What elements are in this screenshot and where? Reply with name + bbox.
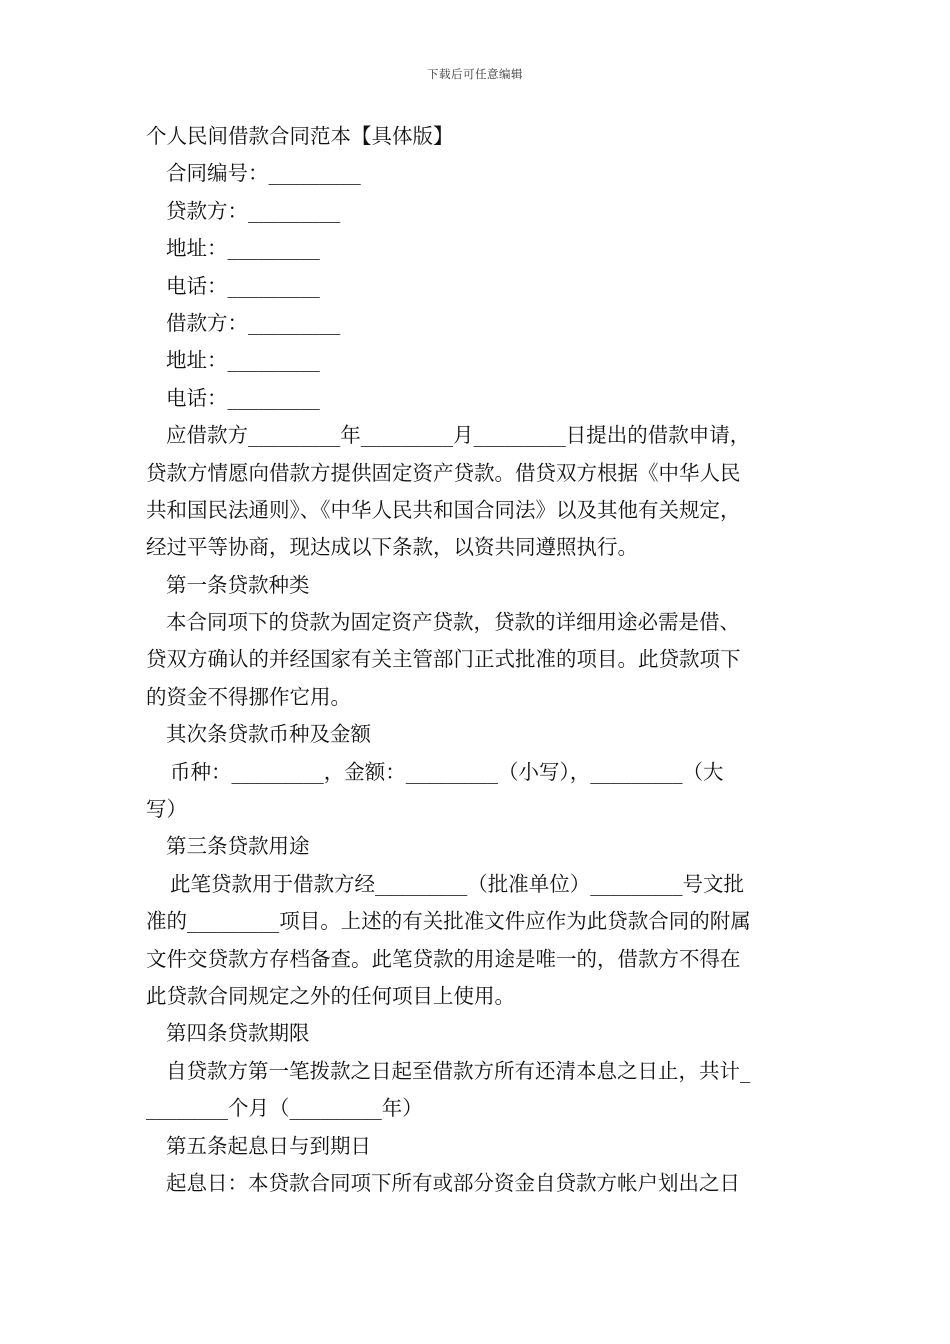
contract-number-field: 合同编号：_________	[166, 161, 361, 186]
article-2-heading: 其次条贷款币种及金额	[166, 722, 371, 747]
article-2-text: 写）	[146, 797, 187, 822]
borrower-address-field: 地址：_________	[166, 348, 320, 373]
preamble-line: 应借款方_________年_________月_________日提出的借款申请，	[166, 423, 751, 448]
contract-title: 个人民间借款合同范本【具体版】	[146, 124, 454, 148]
article-4-heading: 第四条贷款期限	[166, 1021, 310, 1046]
borrower-phone-field: 电话：_________	[166, 385, 320, 410]
preamble-line: 贷款方情愿向借款方提供固定资产贷款。借贷双方根据《中华人民	[146, 460, 741, 485]
article-3-text: 文件交贷款方存档备查。此笔贷款的用途是唯一的，借款方不得在	[146, 946, 741, 971]
lender-field: 贷款方：_________	[166, 198, 341, 223]
article-3-heading: 第三条贷款用途	[166, 834, 310, 859]
preamble-line: 共和国民法通则》、《中华人民共和国合同法》以及其他有关规定，	[146, 497, 741, 522]
article-2-text: 币种：_________，金额：_________（小写），_________（大	[170, 759, 724, 784]
article-1-text: 的资金不得挪作它用。	[146, 684, 351, 709]
lender-phone-field: 电话：_________	[166, 273, 320, 298]
page-header: 下载后可任意编辑	[427, 67, 523, 81]
preamble-line: 经过平等协商，现达成以下条款，以资共同遵照执行。	[146, 535, 638, 560]
article-3-text: 此贷款合同规定之外的任何项目上使用。	[146, 983, 515, 1008]
article-4-text: ________个月（_________年）	[146, 1096, 423, 1121]
article-3-text: 此笔贷款用于借款方经_________（批准单位）_________号文批	[170, 871, 744, 896]
lender-address-field: 地址：_________	[166, 236, 320, 261]
article-1-text: 本合同项下的贷款为固定资产贷款，贷款的详细用途必需是借、	[166, 610, 740, 635]
article-5-text: 起息日：本贷款合同项下所有或部分资金自贷款方帐户划出之日	[166, 1170, 740, 1195]
article-1-text: 贷双方确认的并经国家有关主管部门正式批准的项目。此贷款项下	[146, 647, 741, 672]
contract-body	[146, 118, 816, 1202]
article-3-text: 准的_________项目。上述的有关批准文件应作为此贷款合同的附属	[146, 909, 751, 934]
borrower-field: 借款方：_________	[166, 310, 341, 335]
article-5-heading: 第五条起息日与到期日	[166, 1133, 371, 1158]
article-4-text: 自贷款方第一笔拨款之日起至借款方所有还清本息之日止，共计_	[166, 1058, 751, 1083]
article-1-heading: 第一条贷款种类	[166, 572, 310, 597]
